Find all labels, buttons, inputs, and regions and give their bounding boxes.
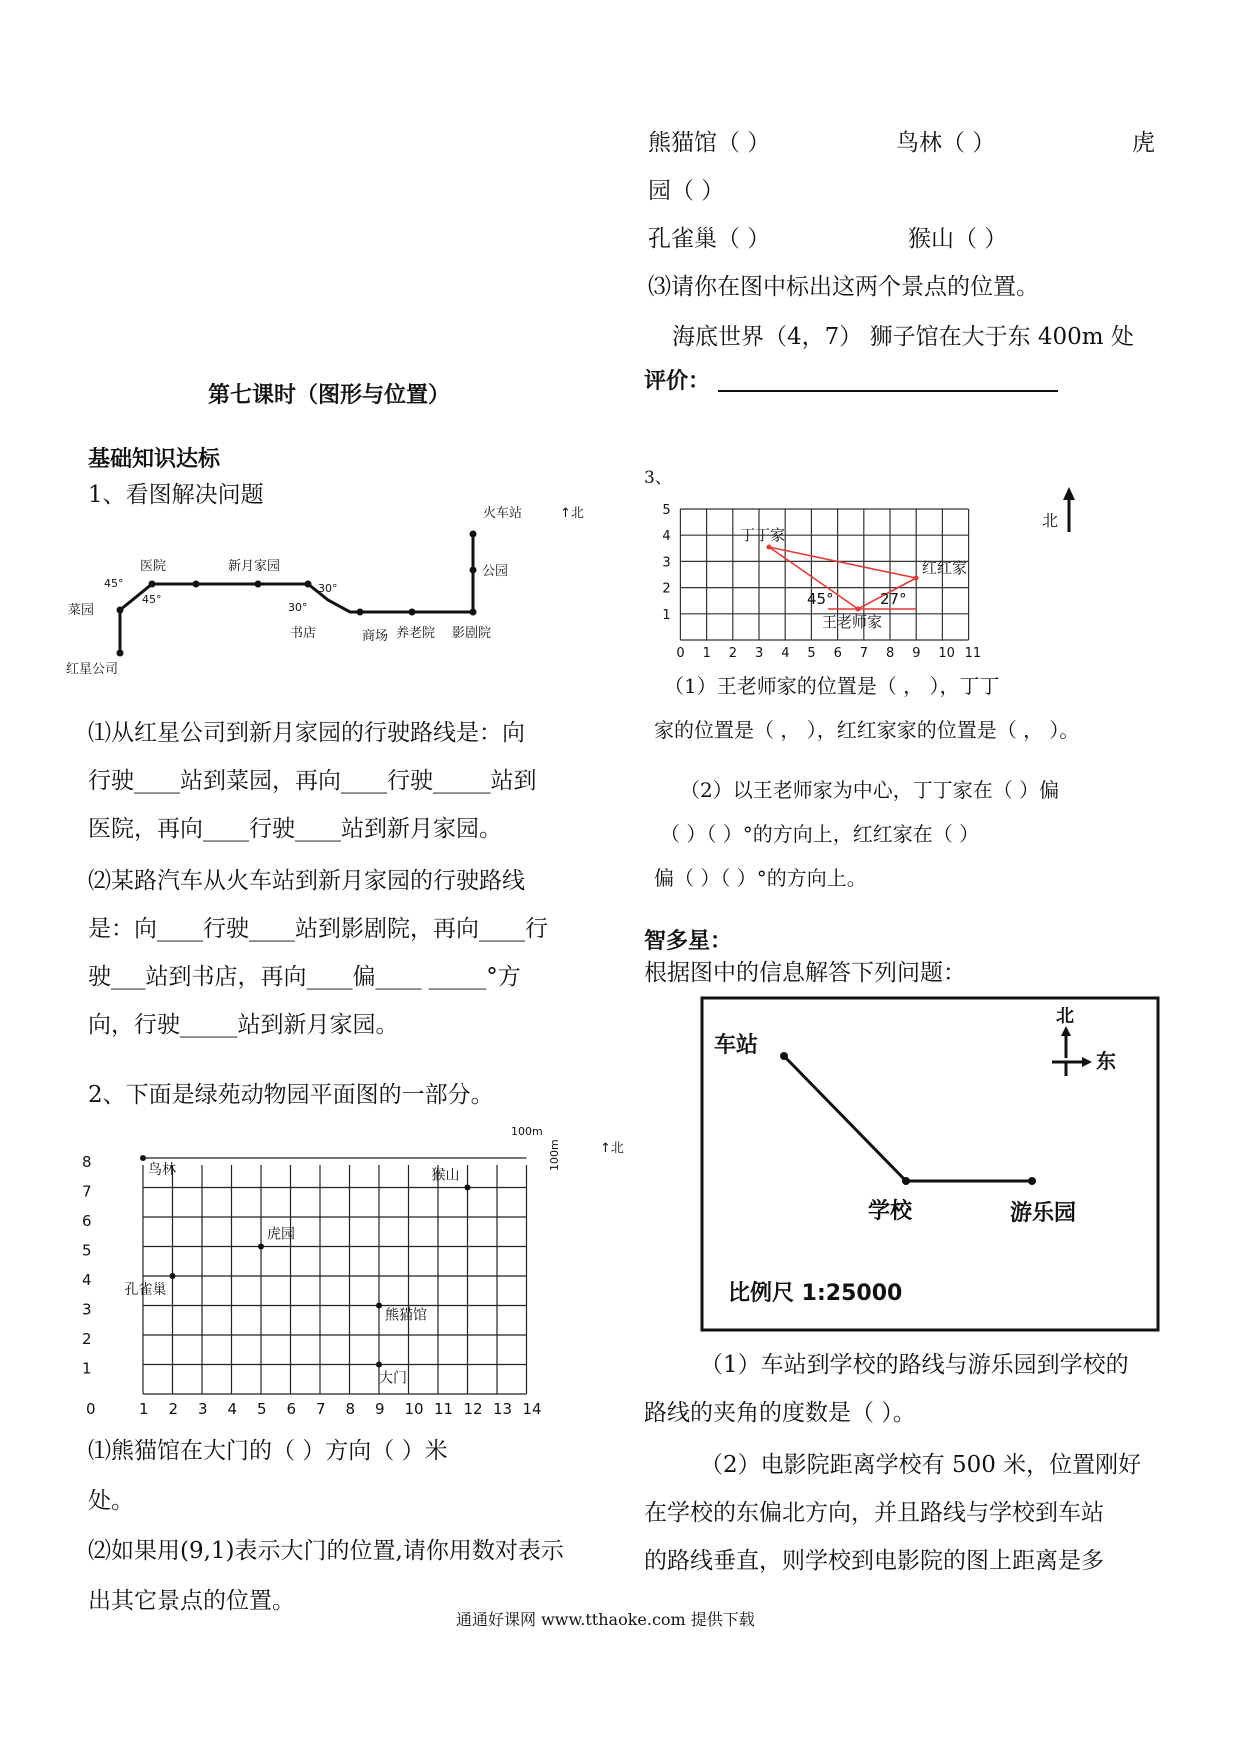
x-tick-label: 9: [375, 1400, 385, 1418]
coordinate-grid: [662, 478, 1080, 661]
x-tick-label: 5: [807, 646, 816, 661]
page-title: 第七课时（图形与位置）: [208, 382, 451, 408]
q3-p1-line1: （1）王老师家的位置是（ ， ），丁丁: [664, 674, 1000, 698]
north-arrow-label: ↑北: [600, 1141, 624, 1156]
label-teacher-wang-home: 王老师家: [822, 613, 883, 631]
y-tick-label: 5: [662, 503, 671, 518]
q2-p2-line1: ⑵如果用(9,1)表示大门的位置,请你用数对表示: [88, 1538, 564, 1564]
place-label: 大门: [379, 1370, 407, 1387]
evaluation-label: 评价：: [644, 368, 711, 394]
x-tick-label: 3: [198, 1400, 208, 1418]
svg-text:30°: 30°: [318, 582, 338, 595]
x-tick-label: 4: [227, 1400, 238, 1418]
place-marker: [170, 1273, 176, 1279]
x-tick-label: 3: [755, 646, 764, 661]
zhiduoxing-heading: 智多星：: [644, 928, 733, 954]
x-tick-label: 12: [463, 1400, 483, 1418]
label-east: 东: [1096, 1049, 1116, 1073]
x-tick-label: 7: [859, 646, 869, 661]
evaluation-line: [718, 390, 1058, 392]
north-arrow-icon: [1063, 487, 1075, 500]
scale-vertical: 100m: [548, 1139, 561, 1171]
zoo-grid: [80, 1125, 624, 1420]
x-tick-label: 13: [493, 1400, 513, 1418]
y-tick-label: 4: [662, 529, 671, 545]
x-tick-label: 8: [345, 1400, 356, 1418]
label-vegetable-garden: 菜园: [68, 603, 95, 618]
y-tick-label: 1: [662, 607, 671, 623]
x-tick-label: 2: [168, 1400, 179, 1418]
q2-answer-birds: 鸟林（ ）: [896, 130, 996, 156]
zdx-p1-line1: （1）车站到学校的路线与游乐园到学校的: [700, 1352, 1129, 1378]
scale-horizontal: 100m: [511, 1125, 543, 1138]
q2-answer-monkey: 猴山（ ）: [908, 226, 1008, 252]
q3-p2-line1: （2）以王老师家为中心，丁丁家在（ ）偏: [680, 778, 1060, 802]
place-label: 猴山: [431, 1167, 460, 1184]
q3-p2-line3: 偏（ ）（ ）°的方向上。: [654, 866, 867, 890]
q1-p2-line2: 是：向____行驶____站到影剧院，再向____行: [88, 916, 548, 942]
label-mall: 商场: [362, 629, 389, 644]
label-hospital: 医院: [140, 559, 167, 574]
angle-27: 27°: [880, 590, 907, 608]
place-marker: [376, 1303, 382, 1309]
q3-number: 3、: [644, 468, 672, 488]
x-tick-label: 9: [912, 646, 921, 661]
q1-p2-line3: 驶___站到书店，再向____偏____ _____°方: [88, 964, 521, 990]
q2-p2-line2: 出其它景点的位置。: [88, 1588, 295, 1614]
label-station: 车站: [714, 1033, 759, 1058]
q1-p1-line2: 行驶____站到菜园，再向____行驶_____站到: [88, 768, 537, 794]
x-tick-label: 11: [964, 646, 982, 661]
label-dingding-home: 丁丁家: [740, 526, 786, 544]
q2-answer-panda: 熊猫馆（ ）: [648, 130, 771, 156]
q1-p1-line3: 医院，再向____行驶____站到新月家园。: [88, 816, 502, 842]
q1-heading: 1、看图解决问题: [88, 482, 264, 508]
q2-answer-tiger-b: 园（ ）: [648, 178, 725, 204]
x-tick-label: 1: [702, 646, 711, 661]
x-tick-label: 6: [833, 646, 842, 661]
label-hongxing-company: 红星公司: [66, 662, 119, 677]
svg-text:30°: 30°: [288, 601, 308, 614]
label-theater: 影剧院: [452, 626, 492, 641]
x-tick-label: 0: [86, 1400, 96, 1418]
place-label: 熊猫馆: [385, 1307, 427, 1324]
q1-p1-line1: ⑴从红星公司到新月家园的行驶路线是：向: [88, 720, 525, 746]
scale-label: 比例尺 1:25000: [728, 1281, 903, 1306]
label-park: 游乐园: [1010, 1201, 1077, 1226]
q2-p1-line1: ⑴熊猫馆在大门的（ ）方向（ ）米: [88, 1438, 448, 1464]
y-tick-label: 4: [82, 1271, 92, 1289]
zhiduoxing-intro: 根据图中的信息解答下列问题：: [644, 960, 966, 986]
y-tick-label: 6: [82, 1212, 92, 1230]
y-tick-label: 8: [82, 1153, 92, 1171]
q3-p2-line2: （ ）（ ）°的方向上，红红家在（ ）: [660, 822, 980, 846]
y-tick-label: 1: [82, 1359, 92, 1378]
x-tick-label: 14: [522, 1400, 542, 1418]
place-label: 孔雀巢: [124, 1282, 167, 1298]
q2-p1-line2: 处。: [88, 1488, 134, 1514]
q2-p3-line1: ⑶请你在图中标出这两个景点的位置。: [648, 274, 1039, 300]
y-tick-label: 2: [82, 1330, 92, 1348]
north-arrow-label: ↑北: [560, 506, 584, 521]
x-tick-label: 1: [139, 1400, 149, 1418]
x-tick-label: 10: [404, 1400, 424, 1418]
x-tick-label: 5: [257, 1400, 267, 1418]
svg-text:45°: 45°: [142, 593, 162, 606]
label-honghong-home: 红红家: [922, 559, 968, 577]
svg-text:45°: 45°: [104, 577, 124, 590]
q2-heading: 2、下面是绿苑动物园平面图的一部分。: [88, 1082, 494, 1108]
q1-p2-line4: 向，行驶_____站到新月家园。: [88, 1012, 399, 1038]
x-tick-label: 0: [676, 646, 685, 661]
zdx-p2-line1: （2）电影院距离学校有 500 米，位置刚好: [700, 1452, 1142, 1478]
y-tick-label: 5: [82, 1241, 92, 1260]
label-school: 学校: [868, 1199, 913, 1224]
q3-p1-line2: 家的位置是（ ， ），红红家家的位置是（ ， ）。: [654, 718, 1080, 742]
zdx-p2-line3: 的路线垂直，则学校到电影院的图上距离是多: [644, 1548, 1104, 1574]
place-marker: [140, 1155, 146, 1161]
label-train-station: 火车站: [483, 506, 523, 521]
north-label: 北: [1042, 511, 1059, 530]
zdx-p1-line2: 路线的夹角的度数是（ ）。: [644, 1400, 916, 1426]
place-marker: [465, 1185, 471, 1191]
q2-answer-tiger-a: 虎: [1132, 130, 1155, 156]
x-tick-label: 8: [886, 646, 895, 661]
place-marker: [376, 1362, 382, 1368]
y-tick-label: 3: [82, 1300, 92, 1319]
q2-p3-line2: 海底世界（4，7） 狮子馆在大于东 400m 处: [672, 324, 1134, 350]
label-bookstore: 书店: [290, 626, 317, 641]
place-label: 虎园: [267, 1226, 295, 1243]
place-marker: [258, 1244, 264, 1250]
y-tick-label: 3: [662, 555, 671, 571]
footer: 通通好课网 www.tthaoke.com 提供下载: [456, 1610, 755, 1629]
q1-p2-line1: ⑵某路汽车从火车站到新月家园的行驶路线: [88, 868, 525, 894]
section-heading: 基础知识达标: [88, 446, 221, 472]
x-tick-label: 2: [728, 646, 738, 661]
label-park: 公园: [482, 564, 509, 579]
x-tick-label: 6: [286, 1400, 297, 1418]
scale-map: [700, 996, 1160, 1336]
label-nursing-home: 养老院: [396, 626, 436, 641]
zdx-p2-line2: 在学校的东偏北方向，并且路线与学校到车站: [644, 1500, 1104, 1526]
y-tick-label: 7: [82, 1182, 92, 1201]
x-tick-label: 7: [316, 1400, 326, 1418]
y-tick-label: 2: [662, 581, 671, 597]
x-tick-label: 11: [434, 1400, 454, 1418]
x-tick-label: 4: [781, 646, 790, 661]
route-map: [60, 500, 620, 690]
place-label: 鸟林: [148, 1162, 176, 1178]
label-north: 北: [1056, 1006, 1074, 1027]
label-xinyue-home: 新月家园: [228, 559, 281, 574]
q2-answer-peacock: 孔雀巢（ ）: [648, 226, 771, 252]
x-tick-label: 10: [938, 646, 955, 661]
angle-45: 45°: [807, 590, 834, 608]
